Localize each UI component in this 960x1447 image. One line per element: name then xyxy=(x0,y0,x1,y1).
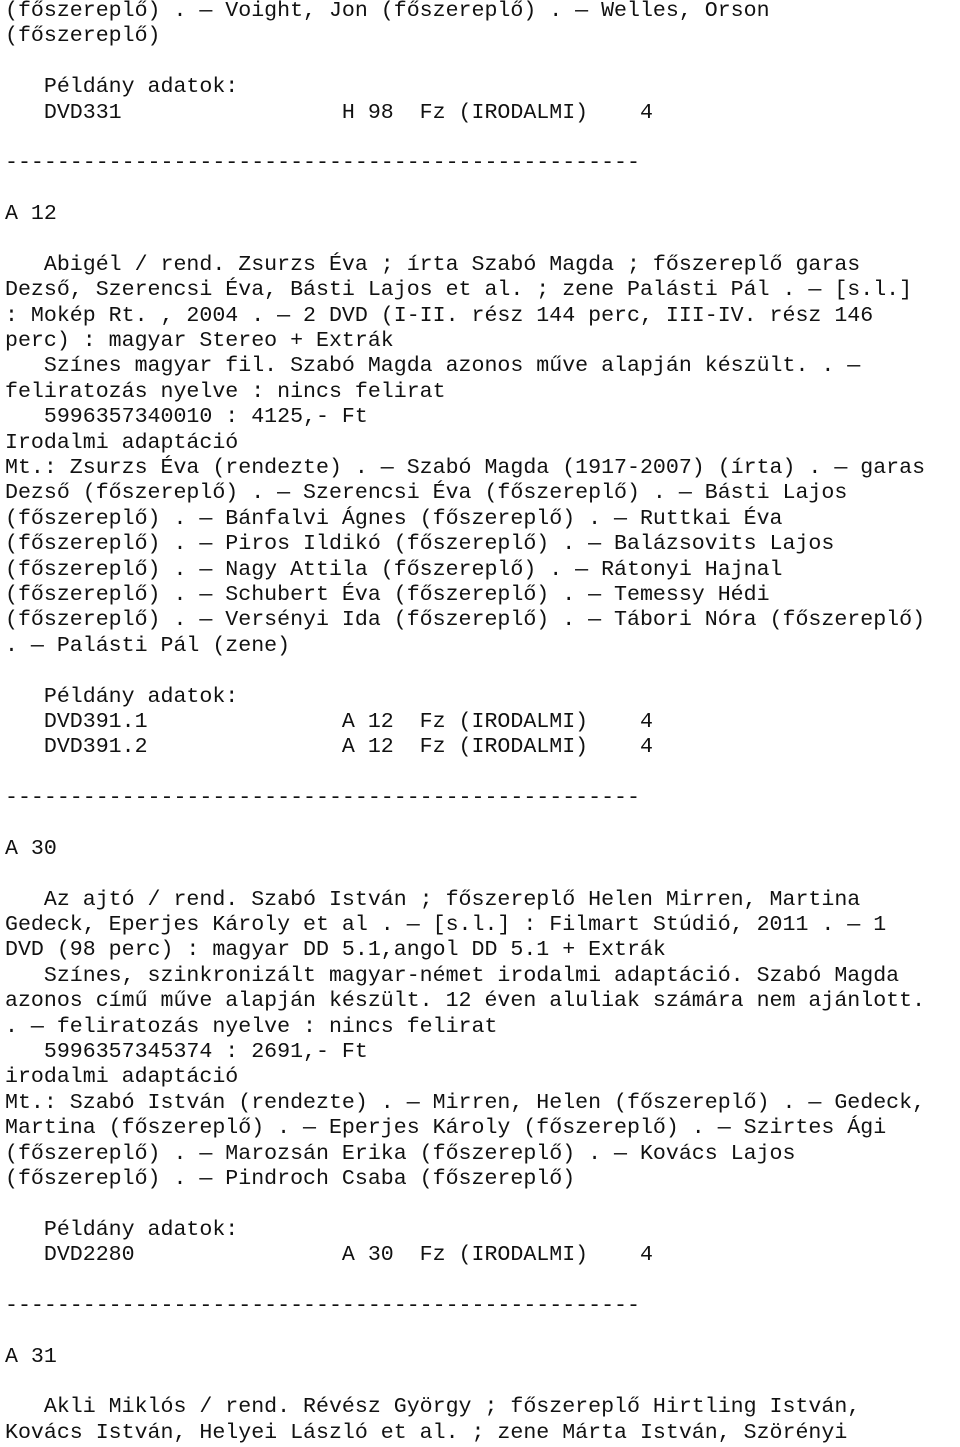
text-line: (főszereplő) . — Schubert Éva (főszereplő) . — Temessy Hédi xyxy=(5,582,770,607)
text-line: Színes magyar fil. Szabó Magda azonos műve alapján készült. . — xyxy=(5,354,861,379)
blank-line xyxy=(5,862,955,887)
section-heading: A 31 xyxy=(5,1344,57,1369)
separator-line: ------------------------------------------------- xyxy=(5,786,640,811)
copy-data-label: Példány adatok: xyxy=(5,75,239,100)
blank-line xyxy=(5,50,955,75)
text-line: . — Palásti Pál (zene) xyxy=(5,633,291,658)
blank-line xyxy=(5,1269,955,1294)
text-line: irodalmi adaptáció xyxy=(5,1065,239,1090)
text-line: (főszereplő) . — Versényi Ida (főszereplő) . — Tábori Nóra (főszereplő) xyxy=(5,608,926,633)
text-line: (főszereplő) . — Voight, Jon (főszereplő) . — Welles, Orson xyxy=(5,0,770,23)
text-line: Színes, szinkronizált magyar-német irodalmi adaptáció. Szabó Magda xyxy=(5,963,900,988)
text-line: 5996357340010 : 4125,- Ft xyxy=(5,405,368,430)
text-line: (főszereplő) . — Nagy Attila (főszereplő) . — Rátonyi Hajnal xyxy=(5,557,783,582)
text-line: (főszereplő) . — Piros Ildikó (főszereplő) . — Balázsovits Lajos xyxy=(5,532,835,557)
text-line: DVD (98 perc) : magyar DD 5.1,angol DD 5.1 + Extrák xyxy=(5,938,666,963)
text-line: : Mokép Rt. , 2004 . — 2 DVD (I-II. rész 144 perc, III-IV. rész 146 xyxy=(5,303,874,328)
text-line: Az ajtó / rend. Szabó István ; főszereplő Helen Mirren, Martina xyxy=(5,887,861,912)
text-line: Akli Miklós / rend. Révész György ; főszereplő Hirtling István, xyxy=(5,1395,861,1420)
blank-line xyxy=(5,1370,955,1395)
blank-line xyxy=(5,126,955,151)
text-line: Abigél / rend. Zsurzs Éva ; írta Szabó Magda ; főszereplő garas xyxy=(5,252,861,277)
text-line: Kovács István, Helyei László et al. ; zene Márta István, Szörényi xyxy=(5,1420,848,1445)
blank-line xyxy=(5,1192,955,1217)
text-line: 5996357345374 : 2691,- Ft xyxy=(5,1040,368,1065)
blank-line xyxy=(5,228,955,253)
text-line: Dezső (főszereplő) . — Szerencsi Éva (főszereplő) . — Básti Lajos xyxy=(5,481,848,506)
blank-line xyxy=(5,761,955,786)
blank-line xyxy=(5,177,955,202)
text-line: Gedeck, Eperjes Károly et al . — [s.l.] : Filmart Stúdió, 2011 . — 1 xyxy=(5,913,887,938)
text-line: perc) : magyar Stereo + Extrák xyxy=(5,329,394,354)
copy-record: DVD331 H 98 Fz (IRODALMI) 4 xyxy=(5,100,653,125)
copy-data-label: Példány adatok: xyxy=(5,684,239,709)
blank-line xyxy=(5,812,955,837)
text-line: feliratozás nyelve : nincs felirat xyxy=(5,379,446,404)
text-line: Martina (főszereplő) . — Eperjes Károly (főszereplő) . — Szirtes Ági xyxy=(5,1116,887,1141)
blank-line xyxy=(5,659,955,684)
text-line: (főszereplő) . — Marozsán Erika (főszereplő) . — Kovács Lajos xyxy=(5,1141,796,1166)
copy-data-label: Példány adatok: xyxy=(5,1217,239,1242)
text-line: Irodalmi adaptáció xyxy=(5,430,239,455)
text-line: (főszereplő) . — Bánfalvi Ágnes (főszereplő) . — Ruttkai Éva xyxy=(5,506,783,531)
section-heading: A 30 xyxy=(5,836,57,861)
catalog-document xyxy=(5,0,955,1446)
blank-line xyxy=(5,1319,955,1344)
separator-line: ------------------------------------------------- xyxy=(5,1293,640,1318)
text-line: Dezső, Szerencsi Éva, Básti Lajos et al. ; zene Palásti Pál . — [s.l.] xyxy=(5,278,913,303)
text-line: (főszereplő) xyxy=(5,24,161,49)
copy-record: DVD391.1 A 12 Fz (IRODALMI) 4 xyxy=(5,709,653,734)
section-heading: A 12 xyxy=(5,202,57,227)
separator-line: ------------------------------------------------- xyxy=(5,151,640,176)
text-line: Mt.: Zsurzs Éva (rendezte) . — Szabó Magda (1917-2007) (írta) . — garas xyxy=(5,456,926,481)
text-line: (főszereplő) . — Pindroch Csaba (főszereplő) xyxy=(5,1166,576,1191)
copy-record: DVD2280 A 30 Fz (IRODALMI) 4 xyxy=(5,1243,653,1268)
text-line: azonos című műve alapján készült. 12 éven aluliak számára nem ajánlott. xyxy=(5,989,926,1014)
text-line: . — feliratozás nyelve : nincs felirat xyxy=(5,1014,498,1039)
copy-record: DVD391.2 A 12 Fz (IRODALMI) 4 xyxy=(5,735,653,760)
text-line: Mt.: Szabó István (rendezte) . — Mirren, Helen (főszereplő) . — Gedeck, xyxy=(5,1090,926,1115)
